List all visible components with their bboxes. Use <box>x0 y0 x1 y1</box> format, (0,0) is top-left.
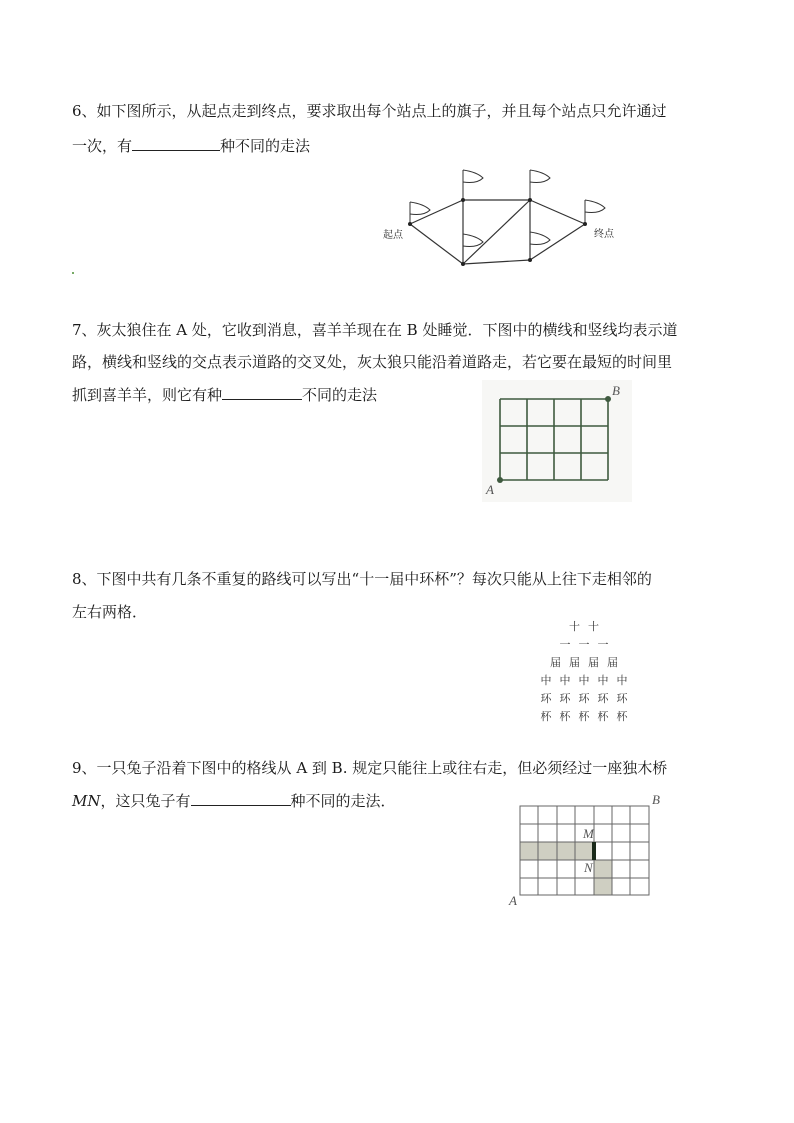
q8-row-6 <box>528 708 640 724</box>
q8-cell: 杯 <box>540 710 552 723</box>
q9-text-after-blank: 种不同的走法． <box>290 792 396 810</box>
q7-grid-diagram <box>482 380 632 502</box>
stray-dot <box>72 272 74 274</box>
q6-start-label: 起点 <box>383 230 403 241</box>
q8-cell: 十 <box>588 620 599 633</box>
q6-station-diagram <box>380 164 630 272</box>
q6-text-after-blank: 种不同的走法 <box>220 137 311 155</box>
q8-cell: 届 <box>588 656 599 669</box>
q8-cell: 一 <box>559 638 571 651</box>
q7-text-after-blank: 不同的走法 <box>302 386 378 404</box>
q8-row-1 <box>528 618 640 634</box>
q7-answer-blank[interactable] <box>222 384 302 400</box>
q8-cell: 中 <box>597 674 609 687</box>
q6-text-line2 <box>72 135 310 156</box>
q8-cell: 十 <box>569 620 580 633</box>
q8-row-5 <box>528 690 640 706</box>
q7-text-line3 <box>72 384 377 405</box>
q8-cell: 环 <box>597 692 609 705</box>
q8-row-3 <box>528 654 640 670</box>
q8-cell: 中 <box>540 674 552 687</box>
q9-label-m: M <box>583 826 594 841</box>
q8-cell: 届 <box>550 656 561 669</box>
q8-row-2 <box>528 636 640 652</box>
q9-text-before-blank: ，这只兔子有 <box>100 792 191 810</box>
q8-cell: 杯 <box>578 710 590 723</box>
q8-cell: 中 <box>578 674 590 687</box>
q8-cell: 杯 <box>559 710 571 723</box>
q9-answer-blank[interactable] <box>191 790 291 806</box>
q8-cell: 一 <box>578 638 590 651</box>
q9-grid-diagram <box>506 792 666 908</box>
q8-cell: 环 <box>559 692 571 705</box>
q8-cell: 杯 <box>616 710 628 723</box>
q8-text-line1: 8、下图中共有几条不重复的路线可以写出“十一届中环杯”？每次只能从上往下走相邻的 <box>72 570 652 588</box>
q9-label-b: B <box>652 792 660 807</box>
q9-text-line2 <box>72 790 396 811</box>
q7-text-line1: 7、灰太狼住在 A 处，它收到消息，喜羊羊现在在 B 处睡觉．下图中的横线和竖线均表示道 <box>72 321 678 339</box>
q8-cell: 届 <box>607 656 618 669</box>
q8-cell: 杯 <box>597 710 609 723</box>
q6-answer-blank[interactable] <box>132 135 220 151</box>
q8-cell: 环 <box>616 692 628 705</box>
q6-diagram-svg <box>380 164 630 272</box>
q7-label-a: A <box>486 482 494 497</box>
q8-text-line2: 左右两格． <box>72 603 148 621</box>
q8-row-4 <box>528 672 640 688</box>
q7-grid-svg <box>482 380 632 502</box>
q8-cell: 环 <box>578 692 590 705</box>
q8-cell: 一 <box>597 638 609 651</box>
q9-label-n: N <box>584 860 593 875</box>
q8-cell: 环 <box>540 692 552 705</box>
q6-end-label: 终点 <box>594 229 614 240</box>
q6-text-line1: 6、如下图所示，从起点走到终点，要求取出每个站点上的旗子，并且每个站点只允许通过 <box>72 102 667 120</box>
q9-bridge-label: MN <box>72 792 101 810</box>
q9-text-line1: 9、一只兔子沿着下图中的格线从 A 到 B. 规定只能往上或往右走，但必须经过一座独木桥 <box>72 759 668 777</box>
q9-grid-svg <box>506 792 666 908</box>
q6-text-before-blank: 一次，有 <box>72 137 133 155</box>
q7-label-b: B <box>612 383 620 398</box>
q7-text-before-blank: 抓到喜羊羊，则它有种 <box>72 386 223 404</box>
q8-cell: 中 <box>616 674 628 687</box>
q8-cell: 届 <box>569 656 580 669</box>
q7-text-line2: 路，横线和竖线的交点表示道路的交叉处，灰太狼只能沿着道路走，若它要在最短的时间里 <box>72 353 673 371</box>
q9-label-a: A <box>509 893 517 908</box>
q8-cell: 中 <box>559 674 571 687</box>
q8-character-grid <box>528 614 640 732</box>
